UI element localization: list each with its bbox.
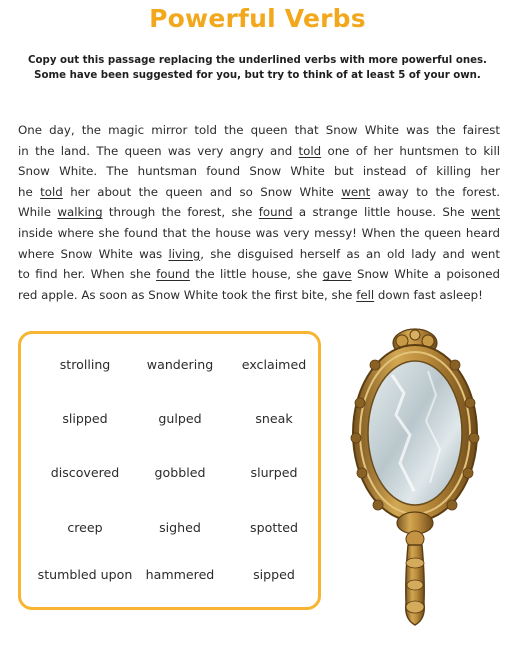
passage-line (18, 244, 500, 265)
passage-text: away to the forest. (370, 184, 500, 199)
word-bank-item: strolling (59, 357, 111, 372)
word-bank-item: gobbled (154, 465, 206, 480)
word-bank-item: sneak (255, 411, 293, 426)
word-bank-item: creep (67, 520, 103, 535)
word-bank-item: slipped (62, 411, 108, 426)
passage-text: Snow White a poisoned (351, 267, 500, 282)
passage-text: down fast asleep! (374, 287, 483, 302)
word-bank-item: exclaimed (241, 357, 307, 372)
instruction-line: Some have been suggested for you, but try to think of at least 5 of your own. (34, 70, 481, 81)
passage-text: Snow White. The huntsman found Snow White but instead of killing her (18, 164, 500, 179)
passage-text: , she disguised herself as an old lady and went (200, 246, 501, 261)
passage-line (18, 161, 500, 182)
underlined-verb: found (258, 205, 293, 220)
underlined-verb: told (40, 184, 63, 199)
word-bank-item: sighed (159, 520, 201, 535)
underlined-verb: gave (322, 267, 352, 282)
passage-text: While (18, 205, 58, 220)
passage-text: inside where she found that the house was very messy! When the queen heard (18, 225, 500, 240)
word-bank-item: gulped (158, 411, 202, 426)
passage-text: through the forest, she (102, 205, 259, 220)
underlined-verb: fell (356, 287, 375, 302)
word-bank-item: discovered (50, 465, 120, 480)
instruction-line: Copy out this passage replacing the underlined verbs with more powerful ones. (28, 55, 487, 66)
mirror-handle (406, 545, 425, 625)
passage-text: One day, the magic mirror told the queen that Snow White was the fairest (18, 123, 500, 137)
passage-line (18, 264, 500, 285)
underlined-verb: found (156, 267, 190, 282)
word-bank-item: wandering (146, 357, 214, 372)
passage-text: her about the queen and so Snow White (62, 184, 342, 199)
underlined-verb: walking (57, 205, 103, 220)
passage-text: red apple. As soon as Snow White took the first bite, she (18, 287, 357, 302)
underlined-verb: living (168, 246, 201, 261)
passage-text: one of her huntsmen to kill (321, 143, 500, 158)
instructions (20, 53, 495, 83)
passage-line (18, 285, 500, 306)
underlined-verb: told (298, 143, 322, 158)
passage-text: in the land. The queen was very angry and (18, 143, 299, 158)
passage-line (18, 202, 500, 223)
mirror-base (397, 512, 433, 547)
passage-text: the little house, she (189, 267, 323, 282)
page-title: Powerful Verbs (149, 4, 366, 33)
word-bank-item: spotted (250, 520, 298, 535)
word-bank-item: stumbled upon (37, 567, 133, 582)
passage-text: where Snow White was (18, 246, 169, 261)
underlined-verb: went (470, 205, 500, 220)
passage-line (18, 141, 500, 162)
word-bank-item: sipped (253, 567, 295, 582)
mirror-glass (368, 361, 462, 505)
underlined-verb: went (341, 184, 371, 199)
word-bank-box (18, 331, 321, 610)
word-bank-item: hammered (145, 567, 215, 582)
hand-mirror-illustration (340, 323, 490, 635)
story-passage (18, 120, 500, 305)
passage-line (18, 120, 500, 141)
passage-text: he (18, 184, 41, 199)
passage-text: a strange little house. She (292, 205, 471, 220)
passage-text: to find her. When she (18, 267, 157, 282)
word-bank-item: slurped (250, 465, 298, 480)
passage-line (18, 182, 500, 203)
passage-line (18, 223, 500, 244)
